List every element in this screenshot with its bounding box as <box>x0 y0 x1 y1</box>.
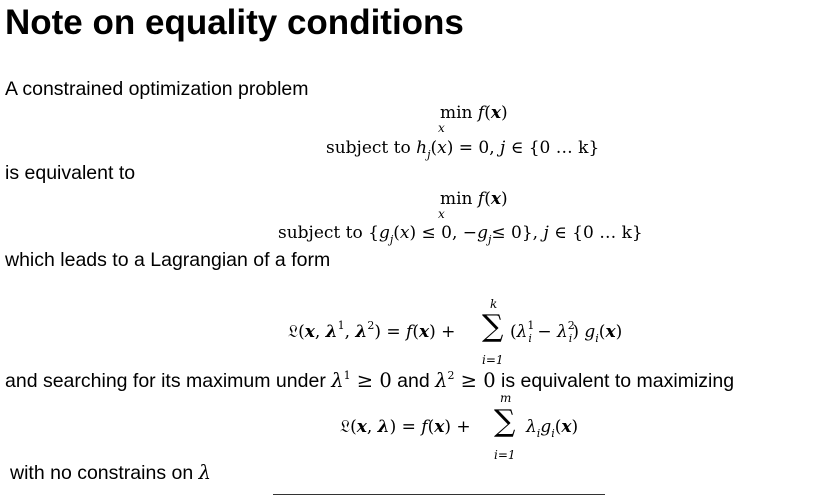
equivalent-text: is equivalent to <box>5 162 136 184</box>
no-constraints-text: with no constrains on λ <box>10 461 211 484</box>
sum2-lower-limit: i=1 <box>494 448 516 462</box>
lagrangian1-lhs: 𝔏(x, $\lambda^1$, $\lambda^2) = f(x)$ + <box>288 319 456 342</box>
lagrangian1-rhs: $(\lambda^1_i - \lambda^2_i)$ $g_i(x)$ <box>510 319 623 345</box>
sum1-lower-limit: i=1 <box>482 353 504 367</box>
intro-text: A constrained optimization problem <box>5 78 309 100</box>
problem2-min-subscript: x <box>438 207 445 221</box>
problem1-objective: min f(x) <box>440 103 508 123</box>
problem2-constraint: subject to {$g_j(x) \le 0$, $-g_j\le 0$}, j ∈ {0 … k} <box>278 223 643 246</box>
lagrangian2-rhs: $\lambda_ig_i(x)$ <box>526 417 579 440</box>
problem1-min-subscript: x <box>438 121 445 135</box>
lagrangian2-lhs: 𝔏(x, λ) = f(x) + <box>340 417 471 437</box>
bottom-divider <box>273 494 605 495</box>
sum1-upper-limit: k <box>490 297 498 311</box>
sum2-sigma: ∑ <box>494 404 516 439</box>
sum2-upper-limit: m <box>500 391 512 405</box>
sum1-sigma: ∑ <box>482 309 504 344</box>
page-title: Note on equality conditions <box>5 3 464 42</box>
searching-text: and searching for its maximum under $\lambda^1 \ge 0$ and $\lambda^2 \ge 0$ is equivalent to maximizing <box>5 369 735 392</box>
leads-text: which leads to a Lagrangian of a form <box>5 249 331 271</box>
problem1-constraint: subject to $h_j(x) = 0$, j ∈ {0 … k} <box>326 138 600 161</box>
problem2-objective: min f(x) <box>440 189 508 209</box>
